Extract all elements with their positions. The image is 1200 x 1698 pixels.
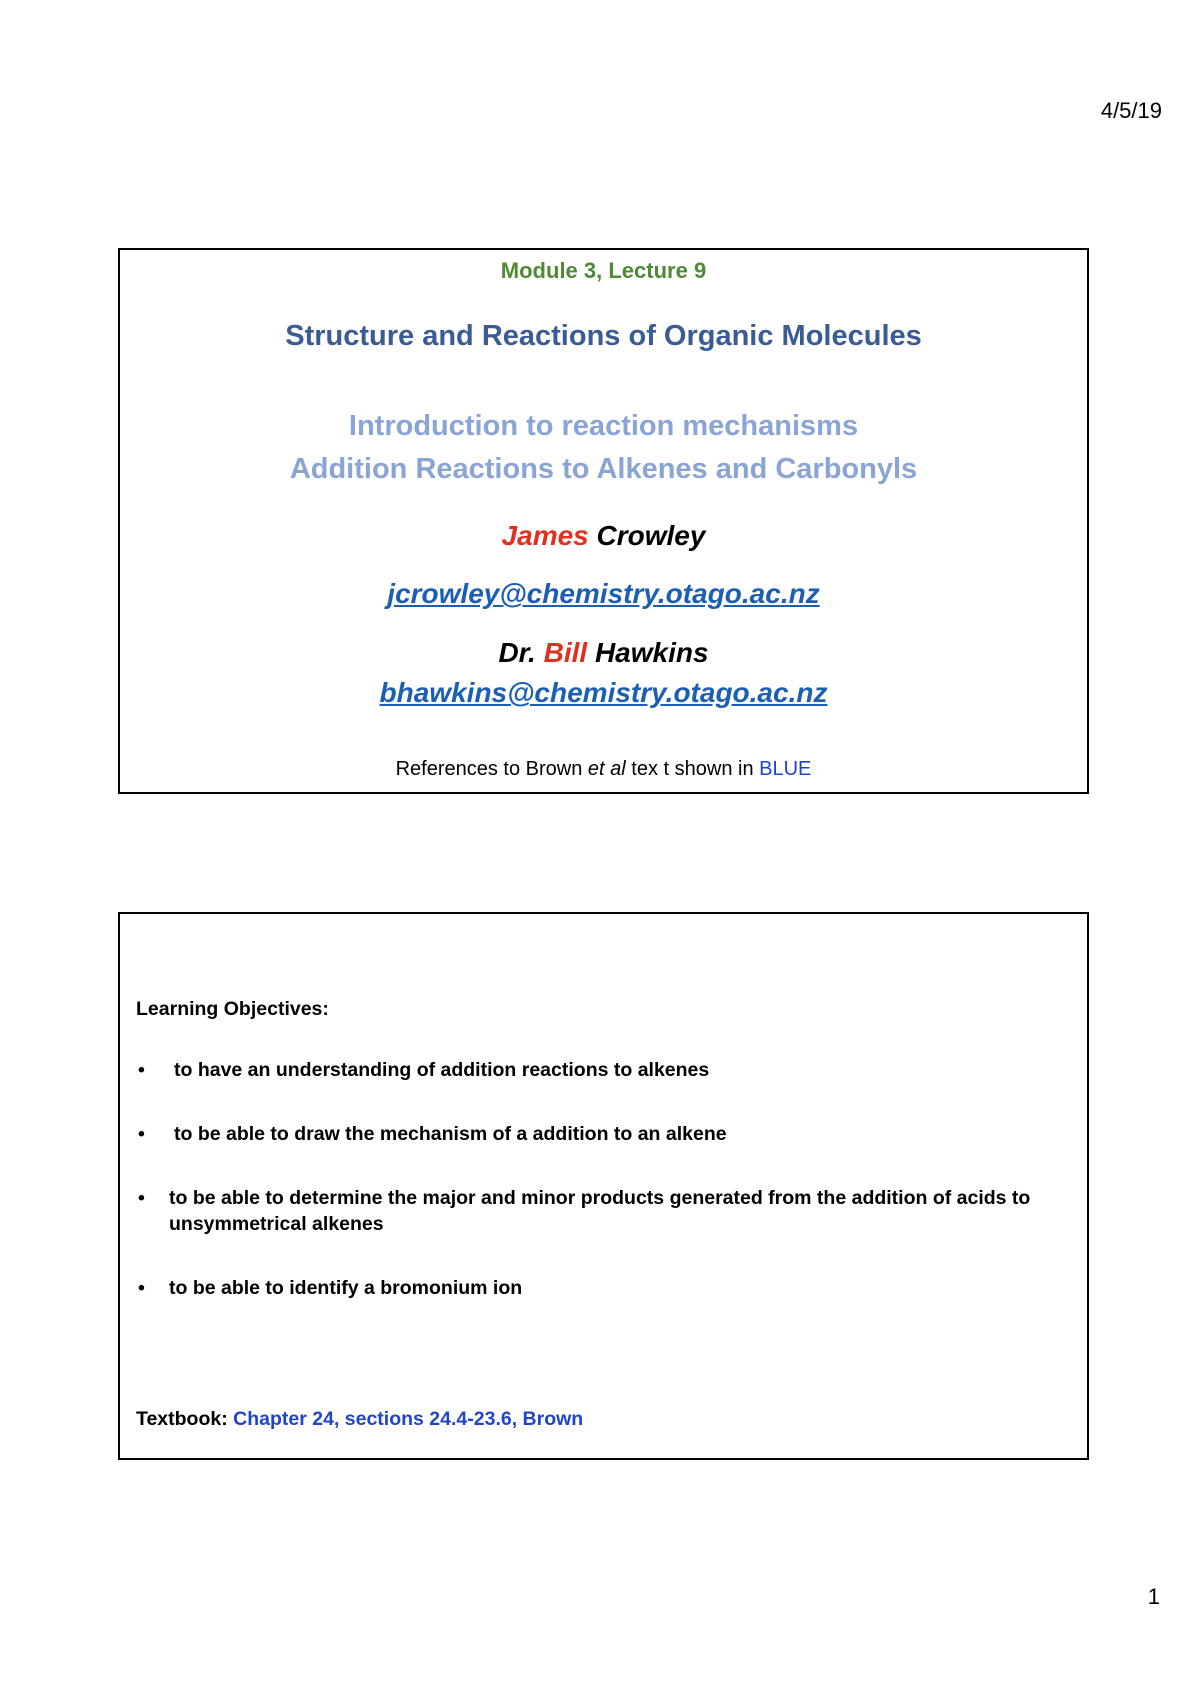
textbook-chapter: Chapter 24, sections 24.4-23.6, Brown bbox=[233, 1408, 584, 1430]
objectives-slide bbox=[118, 912, 1089, 1460]
author-1-name bbox=[120, 520, 1087, 552]
textbook-label: Textbook: bbox=[136, 1408, 228, 1430]
objective-item bbox=[136, 1057, 1067, 1083]
slide-title: Structure and Reactions of Organic Molecules bbox=[285, 320, 922, 352]
author-1-email-link[interactable]: jcrowley@chemistry.otago.ac.nz bbox=[387, 578, 820, 609]
objective-item bbox=[136, 1275, 1067, 1301]
module-label: Module 3, Lecture 9 bbox=[500, 258, 707, 283]
textbook-reference bbox=[136, 1408, 583, 1431]
author-2-last-name: Hawkins bbox=[594, 637, 709, 668]
references-blue-word: BLUE bbox=[759, 758, 812, 780]
bullet-icon: • bbox=[138, 1187, 145, 1209]
references-etal: et al bbox=[587, 758, 626, 780]
objective-text: to be able to determine the major and minor products generated from the addition of acids to unsymmetrical alkenes bbox=[169, 1187, 1031, 1235]
subtitle-line-1: Introduction to reaction mechanisms bbox=[348, 410, 859, 442]
references-note bbox=[120, 758, 1087, 781]
objective-text: to be able to identify a bromonium ion bbox=[169, 1277, 523, 1299]
author-2-name bbox=[120, 637, 1087, 669]
objective-text: to be able to draw the mechanism of a addition to an alkene bbox=[174, 1123, 727, 1145]
references-prefix: References to Brown bbox=[395, 758, 588, 780]
author-2-email-link[interactable]: bhawkins@chemistry.otago.ac.nz bbox=[379, 677, 828, 708]
bullet-icon: • bbox=[138, 1277, 145, 1299]
objectives-heading: Learning Objectives: bbox=[136, 998, 329, 1020]
objective-item bbox=[136, 1121, 1067, 1147]
page-number: 1 bbox=[1147, 1584, 1160, 1609]
author-2-first-name: Bill bbox=[543, 637, 588, 668]
objectives-list bbox=[136, 1057, 1067, 1301]
author-1-last-name: Crowley bbox=[596, 520, 706, 551]
title-slide bbox=[118, 248, 1089, 794]
bullet-icon: • bbox=[138, 1123, 145, 1145]
bullet-icon: • bbox=[138, 1059, 145, 1081]
learning-objectives bbox=[136, 998, 1067, 1339]
author-2-title: Dr. bbox=[498, 637, 536, 668]
author-1-first-name: James bbox=[501, 520, 589, 551]
references-middle: tex t shown in bbox=[625, 758, 760, 780]
objective-text: to have an understanding of addition reactions to alkenes bbox=[174, 1059, 710, 1081]
objective-item bbox=[136, 1185, 1067, 1237]
page-date: 4/5/19 bbox=[1100, 98, 1162, 123]
subtitle-line-2: Addition Reactions to Alkenes and Carbonyls bbox=[289, 453, 918, 485]
